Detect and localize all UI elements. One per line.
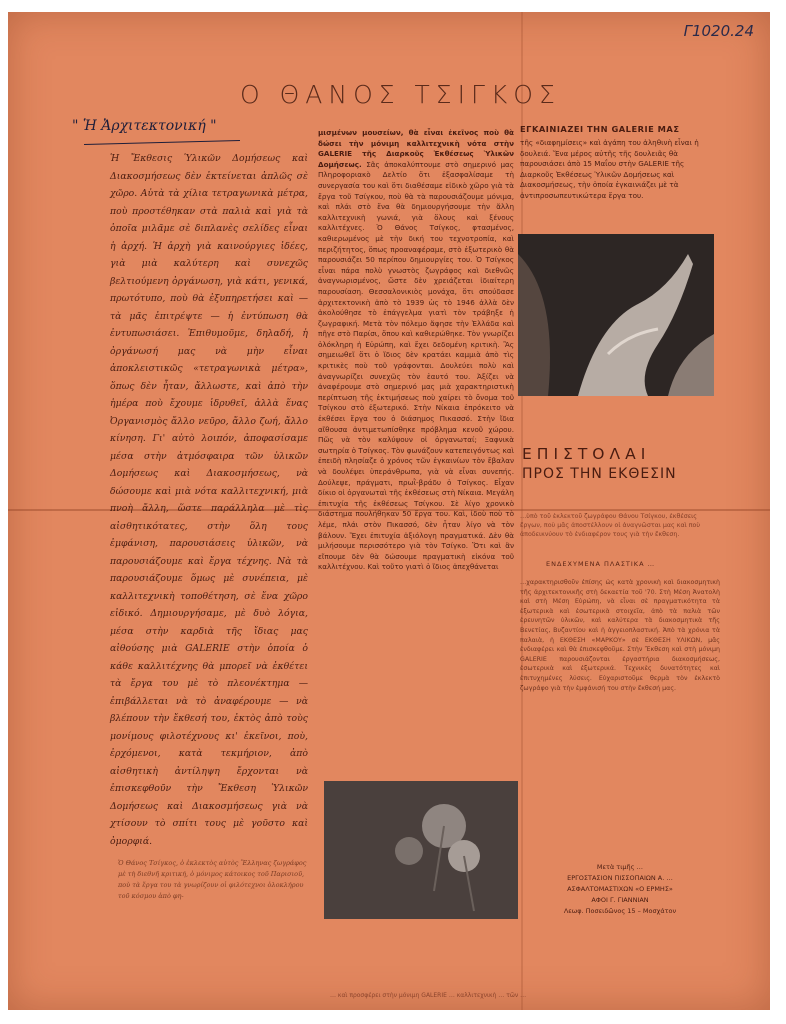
letters-section-title	[522, 444, 752, 484]
letters-subtitle: ΕΝΔΕΧΥΜΕΝΑ ΠΛΑΣΤΙΚΑ …	[546, 560, 656, 568]
column-1-footnote: Ὁ Θάνος Τσίγκος, ὁ ἐκλεκτὸς αὐτὸς Ἕλληνας ζωγράφος μὲ τὴ διεθνῆ κριτική, ὁ μόνιμος κάτοικος τοῦ Παρισιοῦ, ποὺ τὰ ἔργα του τὰ γνωρίζουν οἱ φιλότεχνοι ὁλοκλήρου τοῦ κόσμου ἀπὸ φη-	[118, 859, 307, 900]
artwork-photo-bottom	[324, 781, 518, 919]
artwork-photo-top	[518, 234, 714, 396]
letters-title-line-2: ΠΡΟΣ ΤΗΝ ΕΚΘΕΣΙΝ	[522, 466, 677, 482]
letter-signature	[520, 862, 720, 917]
signature-line-5: Λεωφ. Ποσειδῶνος 15 – Μοσχάτον	[563, 907, 677, 915]
handwritten-annotation: " Ἡ Ἀρχιτεκτονική "	[72, 118, 217, 134]
column-2-lead: μισμένων μουσείων, θὰ εἶναι ἐκεῖνος ποὺ θὰ δώσει τὴν μόνιμη καλλιτεχνικὴ νότα στὴν GALERIE τῆς Διαρκοῦς Ἐκθέσεως Ὑλικῶν Δομήσεως.	[318, 128, 514, 169]
archive-reference-note: Γ1020.24	[683, 22, 754, 40]
bottom-cut-text: … καὶ προσφέρει στὴν μόνιμη GALERIE … καλλιτεχνικὴ … τῶν …	[330, 992, 527, 999]
letters-title-line-1: ΕΠΙΣΤΟΛΑΙ	[522, 445, 651, 463]
column-1-body: Ἡ Ἔκθεσις Ὑλικῶν Δομήσεως καὶ Διακοσμήσεως δὲν ἐκτείνεται ἁπλῶς σὲ χῶρο. Αὐτὰ τὰ χίλια τετραγωνικὰ μέτρα, ποὺ προστέθηκαν στὰ παλιὰ καὶ γιὰ τὰ ὁποῖα μιλᾶμε σὲ διπλανὲς σελίδες εἶναι ἡ ἀρχή. Ἡ ἀρχὴ γιὰ καινούργιες ἰδέες, γιὰ μιὰ καλύτερη καὶ συνεχῶς βελτιούμενη ὀργάνωση, γιὰ κάτι, γενικά, πρωτότυπο, ποὺ θὰ ἐξυπηρετήσει καὶ — τὰ μᾶς ἐπιτρέψτε — ἡ ἐντύπωση θὰ ἐντυπωσιάσει. Ἐπιθυμοῦμε, δηλαδή, ἡ ὀργάνωσή μας νὰ μὴν εἶναι ἀποκλειστικῶς «τετραγωνικὰ μέτρα», ὅπως δὲν ἦταν, ἄλλωστε, καὶ ἀπὸ τὴν ἡμέρα ποὺ ἔχουμε ἱδρυθεῖ, ἀλλὰ ἕνας Ὀργανισμὸς ἄλλο νεῦρο, ἄλλο ζωή, ἄλλο κίνηση. Γι' αὐτὸ λοιπόν, ἀποφασίσαμε μέσα στὴν ἀτμόσφαιρα τῶν ὑλικῶν Δομήσεως καὶ Διακοσμήσεως, νὰ δώσουμε καὶ μιὰ νότα καλλιτεχνική, μιὰ πνοὴ ἄλλη, ὥστε παράλληλα μὲ τὶς αἰσθητικότατες, στὴν ὅλη τους ἐμφάνιση, παρουσιάσεις ὑλικῶν, νὰ παρουσιάζουμε καὶ ἔργα τέχνης. Νὰ τὰ παρουσιάζουμε ὅμως μὲ συνέπεια, μὲ καλλιτεχνικὴ τοποθέτηση, σὲ ἕνα χῶρο εἰδικό. Δημιουργήσαμε, μὲ δυὸ λόγια, μέσα στὴν καρδιὰ τῆς ἴδιας μας αἰθούσης μιὰ GALERIE στὴν ὁποία ὁ κάθε καλλιτέχνης θὰ μπορεῖ νὰ ἐκθέτει τὰ ἔργα του μὲ τὸ πλεονέκτημα — ἐπιβάλλεται νὰ τὸ ἀναφέρουμε — νὰ βλέπουν τὴν ἔκθεσή του, ἐκτὸς ἀπὸ τοὺς μονίμους φιλοτέχνους κι' ἐκεῖνοι, ποὺ, ἐρχόμενοι, κατὰ τεκμήριον, ἀπὸ αἰσθητικὴ ἀντίληψη ἔρχονται νὰ ἐπισκεφθοῦν τὴν Ἔκθεση Ὑλικῶν Δομήσεως καὶ Διακοσμήσεως γιὰ νὰ χτίσουν τὸ σπίτι τους μὲ γοῦστο καὶ ὀμορφιά.	[110, 153, 308, 847]
signature-line-3: ΑΣΦΑΛΤΟΜΑΣΤΙΧΩΝ «Ο ΕΡΜΗΣ»	[567, 885, 673, 893]
column-3-intro: τῆς «διαφημίσεις» καὶ ἀγάπη του ἀληθινὴ εἶναι ἡ δουλειά. Ἕνα μέρος αὐτῆς τῆς δουλειᾶς θὰ παρουσιάσει ἀπὸ 15 Μαΐου στὴν GALERIE τῆς Διαρκοῦς Ἐκθέσεως Ὑλικῶν Δομήσεως καὶ Διακοσμήσεως, τὴν ὁποία ἐγκαινιάζει μὲ τὰ ἀντιπροσωπευτικώτερα ἔργα του.	[520, 138, 699, 200]
column-2	[318, 128, 514, 573]
signature-line-1: Μετὰ τιμῆς …	[596, 863, 644, 871]
letters-body: …χαρακτηρισθοῦν ἐπίσης ὡς κατὰ χρονικὴ καὶ διακοσμητικὴ τῆς ἀρχιτεκτονικῆς στὴ δεκαετία τοῦ '70. Στὴ Μέση Ἀνατολὴ καὶ στὴ Μέση Εὐρώπη, νὰ εἶναι σὲ πραγματικότητα τὰ ἐξωτερικὰ καὶ ἐσωτερικὰ στοιχεῖα, ἀπὸ τὰ παλιὰ τῶν ἐρευνητῶν ὑλικῶν, καὶ καλύτερα τὰ διακοσμητικὰ τῆς Βενετίας, Βυζαντίου καὶ ἡ ἀγγειοπλαστική. Ἀπὸ τὰ χρόνια τὰ παλαιὰ, ἡ ΕΚΘΕΣΗ «ΜΑΡΚΟΥ» σὲ ΕΚΘΕΣΗ ΥΛΙΚΩΝ, μᾶς ἐνδιαφέρει καὶ θὰ ἐπισκεφθοῦμε. Στὴν Ἔκθεση καὶ στὴ μόνιμη GALERIE παρουσιάζονται ἐργαστήρια διακοσμήσεως, ἐσωτερικὰ καὶ ἐξωτερικά. Τεχνικὲς δυνατότητες καὶ ἐπιτυχημένες λύσεις. Εὐχαριστοῦμε θερμὰ τὸν ἐκλεκτὸ ζωγράφο γιὰ τὴν ἐμφάνισή του στὴν ἔκθεσή μας.	[520, 579, 720, 692]
letters-intro: …ὑπὸ τοῦ ἐκλεκτοῦ ζωγράφου Θάνου Τσίγκου, ἐκθέσεις ἔργων, ποὺ μᾶς ἀποστέλλουν οἱ ἀναγνῶσται μας καὶ ποὺ ἀποδεικνύουν τὸ ἐνδιαφέρον τους γιὰ τὴν ἔκθεση.	[520, 513, 701, 538]
signature-line-4: ΑΦΟΙ Γ. ΓΙΑΝΝΙΑΝ	[591, 896, 649, 904]
signature-line-2: ΕΡΓΟΣΤΑΣΙΟΝ ΠΙΣΣΟΠΑΙΩΝ Α. …	[567, 874, 673, 882]
column-2-body: Σᾶς ἀποκαλύπτουμε στὸ σημερινό μας Πληροφοριακὸ Δελτίο ὅτι ἐξασφαλίσαμε τὴ συνεργασία του καὶ ὅτι διαθέσαμε εἰδικὸ χῶρο γιὰ τὰ ἔργα τοῦ Τσίγκου, ποὺ θὰ τὰ παρουσιάζουμε μόνιμα, καὶ πλάι στὸ ἕνα θὰ δημιουργήσουμε τὴν ἄλλη καλλιτεχνικὴ γωνιά, γιὰ ὅλους καὶ ξένους καλλιτέχνες. Ὁ Θάνος Τσίγκος, φτασμένος, καθιερωμένος μὲ τὴν δική του τεχνοτροπία, καὶ περιζήτητος, ὅπως προαναφέραμε, στὸ ἐξωτερικὸ θὰ παρουσιάζει 50 περίπου δημιουργίες του. Ὁ Τσίγκος εἶναι πάρα πολὺ γνωστὸς ζωγράφος καὶ διεθνῶς ἀναγνωρισμένος, ὥστε δὲν χρειάζεται ἰδιαίτερη παρουσίαση. Θεσσαλονικιὸς μονάχα, ὅτι σπούδασε ἀρχιτεκτονικὴ ἀπὸ τὸ 1939 ὡς τὸ 1946 ἀλλὰ δὲν ἀκολούθησε τὸ ἐπάγγελμα γιατὶ τὸν τράβηξε ἡ ζωγραφική. Μετὰ τὸν πόλεμο ἄφησε τὴν Ἑλλάδα καὶ πῆγε στὸ Παρίσι, ὅπου καὶ καθιερώθηκε. Τὸν γνωρίζει ὁλόκληρη ἡ Εὐρώπη, καὶ ἔχει δεδομένη κριτικὴ. Ἂς σημειωθεῖ ὅτι ὁ ἴδιος δὲν κρατάει καμμιὰ ἀπὸ τὶς κριτικὲς ποὺ τοῦ γράφονται. Δουλεύει πολὺ καὶ ἀναγνωρίζει συνεχῶς τὸν ἑαυτό του. Ἀξίζει νὰ ἀναφέρουμε στὸ σημερινό μας μιὰ χαρακτηριστικὴ περίπτωση τῆς ἐκτιμήσεως ποὺ χαίρει τὸ ὄνομα τοῦ Τσίγκου στὸ ἐξωτερικό. Στὴν Νίκαια ἐπρόκειτο νὰ ἐκθέσει ἔργα του ὁ διάσημος Πικασσό. Στὴν ἴδια αἴθουσα ἀντιμετωπίσθηκε πρόβλημα κενοῦ χώρου. Πῶς νὰ τὸν καλύψουν οἱ ὀργανωταί; Ξαφνικὰ σωτηρία ὁ Τσίγκος. Τὸν φωνάζουν κατεπειγόντως καὶ ἐπειδὴ πλησίαζε ὁ χρόνος τῶν ἐγκαινίων τὸν ἔβαλαν νὰ δουλέψει ὑπεράνθρωπα, γιὰ νὰ εἶναι συνεπής. Δούλεψε, πράγματι, πρωῒ-βράδυ ὁ Τσίγκος. Εἶχαν δίκιο οἱ ὀργανωταὶ τῆς ἐκθέσεως στὴ Νίκαια. Μεγάλη ἐπιτυχία τῆς ἐκθέσεως Τσίγκου. Σὲ λίγο χρονικὸ διάστημα πουλήθηκαν 50 ἔργα του. Καὶ, ἰδοὺ ποὺ τὸ λέμε, πλάι στὸν Πικασσό, δὲν ἦταν λίγο νὰ τὸν βάλουν. Ἔχει ἐπιτυχία ἀξιόλογη πραγματικά. Δὲν θὰ μιλήσουμε περισσότερο γιὰ τὸν Τσίγκο. Ὅτι καὶ ἂν εἴπουμε δὲν θὰ δώσουμε πραγματικὴ εἰκόνα τοῦ καλλιτέχνου. Καὶ τοῦτο γιατὶ ὁ ἴδιος ἀπεχθάνεται	[318, 159, 514, 572]
column-3-heading: ΕΓΚΑΙΝΙΑΖΕΙ ΤΗΝ GALERIE ΜΑΣ	[520, 124, 680, 134]
article-masthead: Ο ΘΑΝΟΣ ΤΣΙΓΚΟΣ	[240, 80, 561, 109]
